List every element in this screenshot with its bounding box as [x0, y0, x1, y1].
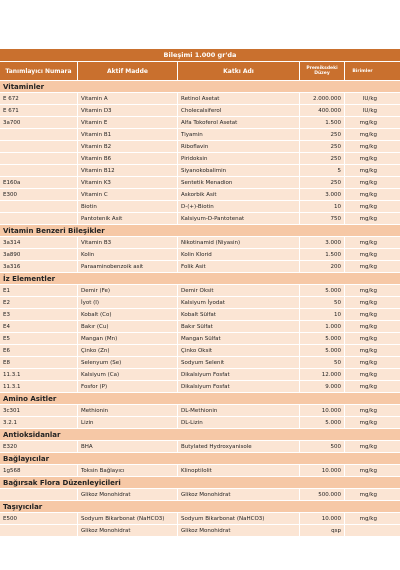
cell-premix-level: 500	[300, 441, 345, 452]
cell-active-substance: Vitamin B3	[78, 237, 178, 248]
cell-identifier: 3c301	[0, 405, 78, 416]
cell-identifier	[0, 129, 78, 140]
cell-premix-level: 500.000	[300, 489, 345, 500]
cell-active-substance: Toksin Bağlayıcı	[78, 465, 178, 476]
cell-identifier: E500	[0, 513, 78, 524]
table-row	[0, 381, 400, 393]
table-row	[0, 201, 400, 213]
table-title: Bileşimi 1.000 gr'da	[0, 50, 400, 62]
cell-identifier: E 671	[0, 105, 78, 116]
cell-additive-name: Folik Asit	[178, 261, 300, 272]
table-row	[0, 357, 400, 369]
cell-premix-level: 50	[300, 357, 345, 368]
section-heading: Amino Asitler	[0, 393, 400, 405]
cell-identifier	[0, 153, 78, 164]
cell-active-substance: Selenyum (Se)	[78, 357, 178, 368]
cell-unit: mg/kg	[359, 287, 377, 294]
cell-unit: mg/kg	[359, 155, 377, 162]
cell-active-substance: Bakır (Cu)	[78, 321, 178, 332]
table-row	[0, 369, 400, 381]
cell-additive-name: DL-Lizin	[178, 417, 300, 428]
cell-identifier: E5	[0, 333, 78, 344]
cell-premix-level: 50	[300, 297, 345, 308]
header-active-substance: Aktif Madde	[78, 62, 178, 80]
cell-identifier	[0, 489, 78, 500]
cell-unit: mg/kg	[359, 119, 377, 126]
cell-premix-level: 12.000	[300, 369, 345, 380]
cell-additive-name: Tiyamin	[178, 129, 300, 140]
cell-premix-level: 5.000	[300, 285, 345, 296]
header-identifier: Tanımlayıcı Numara	[0, 62, 78, 80]
table-row	[0, 525, 400, 537]
section-heading: Taşıyıcılar	[0, 501, 400, 513]
table-row	[0, 321, 400, 333]
cell-identifier	[0, 213, 78, 224]
cell-identifier: 11.3.1	[0, 381, 78, 392]
cell-premix-level: 9.000	[300, 381, 345, 392]
cell-identifier: E 672	[0, 93, 78, 104]
cell-identifier: E3	[0, 309, 78, 320]
cell-additive-name: Siyanokobalimin	[178, 165, 300, 176]
cell-premix-level: 3.000	[300, 189, 345, 200]
cell-unit: mg/kg	[359, 131, 377, 138]
section-heading: Bağırsak Flora Düzenleyicileri	[0, 477, 400, 489]
cell-unit: mg/kg	[359, 371, 377, 378]
section-heading: Vitaminler	[0, 81, 400, 93]
cell-unit: mg/kg	[359, 419, 377, 426]
cell-premix-level: 200	[300, 261, 345, 272]
table-row	[0, 513, 400, 525]
cell-premix-level: 1.500	[300, 249, 345, 260]
table-row	[0, 489, 400, 501]
cell-identifier: E6	[0, 345, 78, 356]
cell-identifier: E1	[0, 285, 78, 296]
cell-active-substance: Vitamin K3	[78, 177, 178, 188]
table-body	[0, 81, 400, 537]
cell-additive-name: Dikalsiyum Fosfat	[178, 381, 300, 392]
cell-premix-level: 2.000.000	[300, 93, 345, 104]
cell-unit: mg/kg	[359, 491, 377, 498]
cell-premix-level: 10	[300, 309, 345, 320]
cell-active-substance: Demir (Fe)	[78, 285, 178, 296]
cell-unit: mg/kg	[359, 443, 377, 450]
cell-identifier	[0, 201, 78, 212]
cell-additive-name: Askorbik Asit	[178, 189, 300, 200]
cell-premix-level: 250	[300, 177, 345, 188]
cell-active-substance: Kolin	[78, 249, 178, 260]
cell-unit: mg/kg	[359, 467, 377, 474]
cell-active-substance: Sodyum Bikarbonat (NaHCO3)	[78, 513, 178, 524]
cell-active-substance: Lizin	[78, 417, 178, 428]
cell-unit: mg/kg	[359, 263, 377, 270]
cell-premix-level: 400.000	[300, 105, 345, 116]
cell-active-substance: Vitamin E	[78, 117, 178, 128]
cell-unit: mg/kg	[359, 215, 377, 222]
cell-active-substance: Vitamin B1	[78, 129, 178, 140]
cell-additive-name: Glikoz Monohidrat	[178, 525, 300, 536]
table-row	[0, 237, 400, 249]
section-heading: İz Elementler	[0, 273, 400, 285]
cell-active-substance: Vitamin B6	[78, 153, 178, 164]
cell-additive-name: Retinol Asetat	[178, 93, 300, 104]
cell-additive-name: Dikalsiyum Fosfat	[178, 369, 300, 380]
cell-identifier: 3a316	[0, 261, 78, 272]
cell-active-substance: Biotin	[78, 201, 178, 212]
composition-table	[0, 50, 400, 537]
cell-premix-level: 10.000	[300, 465, 345, 476]
cell-additive-name: Nikotinamid (Niyasin)	[178, 237, 300, 248]
table-row	[0, 177, 400, 189]
table-row	[0, 213, 400, 225]
cell-identifier	[0, 165, 78, 176]
cell-active-substance: Kalsiyum (Ca)	[78, 369, 178, 380]
cell-premix-level: 5.000	[300, 345, 345, 356]
cell-premix-level: 5	[300, 165, 345, 176]
cell-identifier	[0, 525, 78, 536]
cell-active-substance: Vitamin A	[78, 93, 178, 104]
cell-additive-name: Sodyum Bikarbonat (NaHCO3)	[178, 513, 300, 524]
header-units: Birimler	[352, 68, 373, 74]
cell-unit: mg/kg	[359, 407, 377, 414]
cell-premix-level: 5.000	[300, 333, 345, 344]
cell-premix-level: 250	[300, 129, 345, 140]
cell-additive-name: Riboflavin	[178, 141, 300, 152]
cell-unit: mg/kg	[359, 203, 377, 210]
cell-unit: mg/kg	[359, 251, 377, 258]
cell-identifier: 3.2.1	[0, 417, 78, 428]
cell-unit	[345, 525, 380, 536]
table-row	[0, 405, 400, 417]
table-row	[0, 285, 400, 297]
cell-identifier: E300	[0, 189, 78, 200]
cell-unit: mg/kg	[359, 311, 377, 318]
table-row	[0, 141, 400, 153]
header-premix-level: Premiksdeki Düzey	[300, 62, 345, 80]
section-heading: Vitamin Benzeri Bileşikler	[0, 225, 400, 237]
cell-unit: mg/kg	[359, 239, 377, 246]
table-row	[0, 93, 400, 105]
table-row	[0, 129, 400, 141]
cell-unit: mg/kg	[359, 299, 377, 306]
cell-unit: mg/kg	[359, 179, 377, 186]
cell-active-substance: BHA	[78, 441, 178, 452]
cell-premix-level: 250	[300, 141, 345, 152]
cell-identifier: 3a890	[0, 249, 78, 260]
cell-additive-name: Kalsiyum-D-Pantotenat	[178, 213, 300, 224]
cell-premix-level: 750	[300, 213, 345, 224]
cell-active-substance: Methionin	[78, 405, 178, 416]
cell-additive-name: Kalsiyum İyodat	[178, 297, 300, 308]
cell-additive-name: Kobalt Sülfat	[178, 309, 300, 320]
section-heading: Antioksidanlar	[0, 429, 400, 441]
cell-active-substance: Vitamin D3	[78, 105, 178, 116]
cell-additive-name: DL-Methionin	[178, 405, 300, 416]
cell-additive-name: Kolin Klorid	[178, 249, 300, 260]
cell-active-substance: Vitamin C	[78, 189, 178, 200]
cell-additive-name: Klinoptilolit	[178, 465, 300, 476]
cell-unit: mg/kg	[359, 143, 377, 150]
cell-unit: IU/kg	[362, 107, 377, 114]
cell-unit: mg/kg	[359, 167, 377, 174]
cell-additive-name: D-(+)-Biotin	[178, 201, 300, 212]
cell-premix-level: 250	[300, 153, 345, 164]
table-row	[0, 249, 400, 261]
table-row	[0, 309, 400, 321]
cell-premix-level: qsp	[300, 525, 345, 536]
header-additive-name: Katkı Adı	[178, 62, 300, 80]
cell-identifier: E4	[0, 321, 78, 332]
table-row	[0, 117, 400, 129]
cell-identifier: 3a314	[0, 237, 78, 248]
cell-unit: IU/kg	[362, 95, 377, 102]
cell-unit: mg/kg	[359, 359, 377, 366]
cell-unit: mg/kg	[359, 383, 377, 390]
cell-active-substance: Pantotenik Asit	[78, 213, 178, 224]
table-row	[0, 189, 400, 201]
cell-identifier: E320	[0, 441, 78, 452]
cell-active-substance: Fosfor (P)	[78, 381, 178, 392]
cell-active-substance: İyot (I)	[78, 297, 178, 308]
cell-unit: mg/kg	[359, 323, 377, 330]
cell-active-substance: Glikoz Monohidrat	[78, 525, 178, 536]
cell-active-substance: Kobalt (Co)	[78, 309, 178, 320]
cell-active-substance: Çinko (Zn)	[78, 345, 178, 356]
table-row	[0, 261, 400, 273]
cell-identifier: E8	[0, 357, 78, 368]
cell-unit: mg/kg	[359, 515, 377, 522]
cell-identifier: 11.3.1	[0, 369, 78, 380]
table-row	[0, 465, 400, 477]
cell-additive-name: Sodyum Selenit	[178, 357, 300, 368]
cell-premix-level: 10.000	[300, 405, 345, 416]
table-row	[0, 333, 400, 345]
header-row	[0, 62, 400, 81]
table-row	[0, 297, 400, 309]
cell-additive-name: Demir Oksit	[178, 285, 300, 296]
cell-identifier	[0, 141, 78, 152]
cell-active-substance: Glikoz Monohidrat	[78, 489, 178, 500]
cell-additive-name: Çinko Oksit	[178, 345, 300, 356]
cell-additive-name: Bakır Sülfat	[178, 321, 300, 332]
cell-additive-name: Mangan Sülfat	[178, 333, 300, 344]
table-row	[0, 345, 400, 357]
cell-identifier: 3a700	[0, 117, 78, 128]
cell-additive-name: Alfa Tokoferol Asetat	[178, 117, 300, 128]
cell-identifier: 1g568	[0, 465, 78, 476]
section-heading: Bağlayıcılar	[0, 453, 400, 465]
cell-additive-name: Butylated Hydroxyanisole	[178, 441, 300, 452]
cell-premix-level: 1.500	[300, 117, 345, 128]
cell-identifier: E2	[0, 297, 78, 308]
cell-unit: mg/kg	[359, 191, 377, 198]
table-row	[0, 165, 400, 177]
cell-active-substance: Vitamin B2	[78, 141, 178, 152]
table-row	[0, 153, 400, 165]
cell-additive-name: Piridoksin	[178, 153, 300, 164]
cell-premix-level: 10.000	[300, 513, 345, 524]
cell-active-substance: Mangan (Mn)	[78, 333, 178, 344]
cell-additive-name: Glikoz Monohidrat	[178, 489, 300, 500]
cell-premix-level: 10	[300, 201, 345, 212]
cell-additive-name: Cholecalsiferol	[178, 105, 300, 116]
cell-premix-level: 5.000	[300, 417, 345, 428]
table-row	[0, 417, 400, 429]
cell-identifier: E160a	[0, 177, 78, 188]
table-row	[0, 105, 400, 117]
cell-active-substance: Vitamin B12	[78, 165, 178, 176]
cell-active-substance: Paraaminobenzoik asit	[78, 261, 178, 272]
table-row	[0, 441, 400, 453]
cell-premix-level: 3.000	[300, 237, 345, 248]
cell-unit: mg/kg	[359, 347, 377, 354]
cell-additive-name: Sentetik Menadion	[178, 177, 300, 188]
cell-unit: mg/kg	[359, 335, 377, 342]
cell-premix-level: 1.000	[300, 321, 345, 332]
